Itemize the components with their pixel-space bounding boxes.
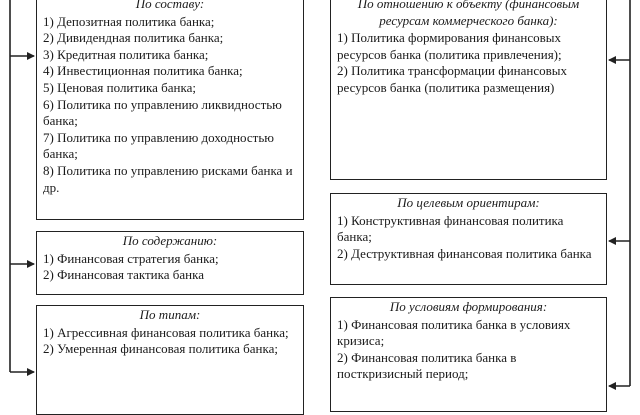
box-by-conditions [330,297,607,412]
box-title: По типам: [139,307,201,322]
box-title: По отношению к объекту (финансовым ресурсам коммерческого банка): [357,0,580,28]
list-item: 1) Депозитная политика банка; [43,13,215,29]
list-item: 1) Финансовая политика банка в условиях кризиса; [337,316,571,349]
list-item: 2) Политика трансформации финансовых ресурсов банка (политика размещения) [337,63,567,95]
box-title: По целевым ориентирам: [397,195,540,210]
list-item: 2) Финансовая политика банка в посткризисный период; [337,349,517,382]
list-item: 1) Агрессивная финансовая политика банка; [43,324,289,340]
box-by-content [36,231,304,295]
list-item: 2) Умеренная финансовая политика банка; [43,341,278,357]
list-item: 8) Политика по управлению рисками банка и др. [43,162,293,195]
list-item: 2) Дивидендная политика банка; [43,30,224,46]
box-by-object [330,0,607,180]
box-by-composition [36,0,304,220]
list-item: 7) Политика по управлению доходностью банка; [43,129,274,162]
list-item: 4) Инвестиционная политика банка; [43,63,243,79]
box-title: По содержанию: [122,233,218,248]
list-item: 3) Кредитная политика банка; [43,46,209,62]
list-item: 1) Финансовая стратегия банка; [43,250,219,266]
list-item: 5) Ценовая политика банка; [43,79,197,95]
box-by-goals [330,193,607,285]
box-by-types [36,305,304,415]
list-item: 1) Политика формирования финансовых ресурсов банка (политика привлечения); [337,30,562,62]
list-item: 2) Финансовая тактика банка [43,267,204,283]
list-item: 1) Конструктивная финансовая политика банка; [337,212,564,245]
box-title: По составу: [135,0,205,11]
list-item: 6) Политика по управлению ликвидностью банка; [43,96,282,129]
list-item: 2) Деструктивная финансовая политика банка [337,245,592,261]
box-title: По условиям формирования: [389,299,548,314]
